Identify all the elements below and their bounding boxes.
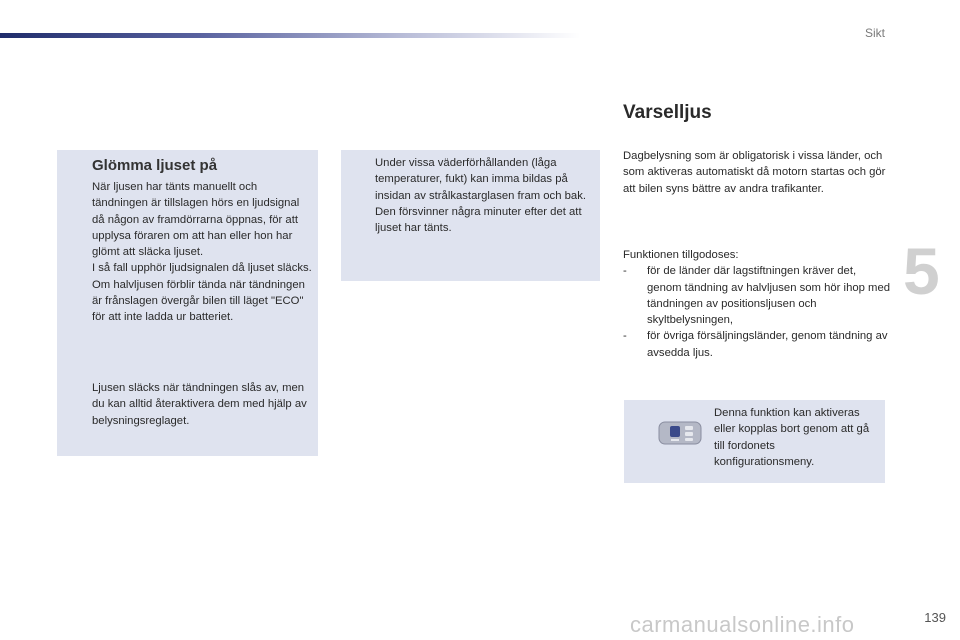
function-list xyxy=(623,247,893,361)
info-icon xyxy=(70,157,80,181)
page-number: 139 xyxy=(924,610,946,625)
bullet-dash: - xyxy=(623,265,627,278)
info-icon xyxy=(354,157,364,181)
header-gradient-bar xyxy=(0,33,580,38)
box-text: Denna funktion kan aktiveras eller kopplas bort genom att gå till fordonets konfigurationsmeny. xyxy=(714,407,870,468)
section-label: Sikt xyxy=(864,26,885,40)
box-text: Under vissa väderförhållanden (låga temperaturer, fukt) kan imma bildas på insidan av strålkastarglasen fram och bak. Den försvinner några minuter efter det att ljuset har tänts. xyxy=(375,157,586,235)
chapter-number: 5 xyxy=(903,234,940,308)
paragraph: Ljusen släcks när tändningen slås av, men du kan alltid återaktivera dem med hjälp av belysningsreglaget. xyxy=(92,382,307,427)
list-intro: Funktionen tillgodoses: xyxy=(623,249,739,261)
info-box-condensation xyxy=(341,150,600,281)
box-text xyxy=(92,179,314,326)
paragraph: Om halvljusen förblir tända när tändningen är frånslagen övergår bilen till läget "ECO" för att inte ladda ur batteriet. xyxy=(92,278,305,324)
paragraph: När ljusen har tänts manuellt och tändningen är tillslagen hörs en ljudsignal då någon av framdörrarna öppnas, för att upplysa föraren om att han eller hon har glömt att släcka ljuset. xyxy=(92,181,300,259)
box-text xyxy=(92,380,314,429)
paragraph: I så fall upphör ljudsignalen då ljuset släcks. xyxy=(92,262,312,275)
intro-text: Dagbelysning som är obligatorisk i vissa länder, och som aktiveras automatiskt då motorn startas och gör att bilen syns bättre av andra trafikanter. xyxy=(623,150,886,195)
dashboard-buttons-icon xyxy=(658,420,702,446)
list-item xyxy=(623,263,893,328)
bullet-list xyxy=(623,263,893,361)
section-heading: Varselljus xyxy=(623,102,712,123)
info-box-forget-lights xyxy=(57,150,318,456)
bullet-text: för övriga försäljningsländer, genom tändning av avsedda ljus. xyxy=(647,330,888,359)
bullet-text: för de länder där lagstiftningen kräver det, genom tändning av halvljusen som hör ihop med tändningen av positionsljusen och skyltbelysningen, xyxy=(647,265,891,327)
info-icon xyxy=(637,406,647,430)
list-item xyxy=(623,328,893,361)
box-title: Glömma ljuset på xyxy=(92,157,218,174)
intro-paragraph xyxy=(623,148,893,197)
watermark: carmanualsonline.info xyxy=(630,612,855,637)
bullet-dash: - xyxy=(623,330,627,343)
